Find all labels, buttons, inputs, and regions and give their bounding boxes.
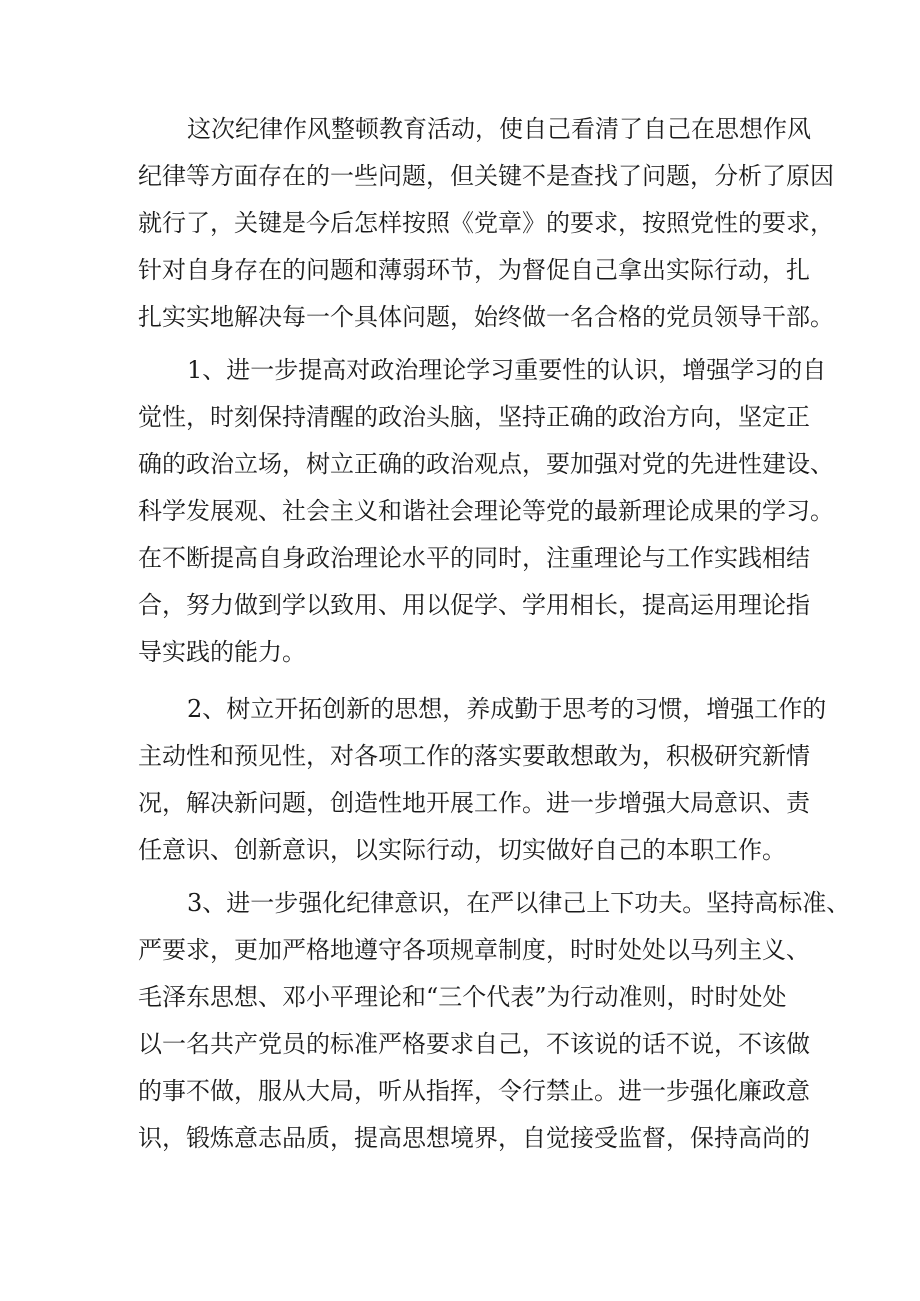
- paragraph-2-line-3: 确的政治立场，树立正确的政治观点，要加强对党的先进性建设、: [138, 450, 834, 478]
- paragraph-2-line-2: 觉性，时刻保持清醒的政治头脑，坚持正确的政治方向，坚定正: [138, 403, 810, 431]
- paragraph-2-line-4: 科学发展观、社会主义和谐社会理论等党的最新理论成果的学习。: [138, 497, 834, 525]
- paragraph-4-line-2: 严要求，更加严格地遵守各项规章制度，时时处处以马列主义、: [138, 936, 810, 964]
- paragraph-4-line-4: 以一名共产党员的标准严格要求自己，不该说的话不说，不该做: [138, 1030, 810, 1058]
- paragraph-1-line-5: 扎实实地解决每一个具体问题，始终做一名合格的党员领导干部。: [138, 303, 834, 331]
- paragraph-1-line-2: 纪律等方面存在的一些问题，但关键不是查找了问题，分析了原因: [138, 162, 834, 190]
- paragraph-3-line-2: 主动性和预见性，对各项工作的落实要敢想敢为，积极研究新情: [138, 742, 810, 770]
- paragraph-4-line-5: 的事不做，服从大局，听从指挥，令行禁止。进一步强化廉政意: [138, 1077, 810, 1105]
- paragraph-3-line-3: 况，解决新问题，创造性地开展工作。进一步增强大局意识、责: [138, 789, 810, 817]
- paragraph-1-line-4: 针对自身存在的问题和薄弱环节，为督促自己拿出实际行动，扎: [138, 256, 810, 284]
- paragraph-4-line-6: 识，锻炼意志品质，提高思想境界，自觉接受监督，保持高尚的: [138, 1124, 810, 1152]
- paragraph-3-line-1: 2、树立开拓创新的思想，养成勤于思考的习惯，增强工作的: [187, 695, 827, 723]
- paragraph-2-line-7: 导实践的能力。: [138, 638, 306, 666]
- paragraph-1-line-1: 这次纪律作风整顿教育活动，使自己看清了自己在思想作风: [187, 115, 811, 143]
- paragraph-2-line-6: 合，努力做到学以致用、用以促学、学用相长，提高运用理论指: [138, 591, 810, 619]
- paragraph-1-line-3: 就行了，关键是今后怎样按照《党章》的要求，按照党性的要求，: [138, 209, 834, 237]
- paragraph-4-line-3: 毛泽东思想、邓小平理论和“三个代表”为行动准则，时时处处: [138, 983, 787, 1011]
- paragraph-4-line-1: 3、进一步强化纪律意识，在严以律己上下功夫。坚持高标准、: [187, 889, 851, 917]
- paragraph-3-line-4: 任意识、创新意识，以实际行动，切实做好自己的本职工作。: [138, 836, 786, 864]
- paragraph-2-line-5: 在不断提高自身政治理论水平的同时，注重理论与工作实践相结: [138, 544, 810, 572]
- paragraph-2-line-1: 1、进一步提高对政治理论学习重要性的认识，增强学习的自: [187, 356, 827, 384]
